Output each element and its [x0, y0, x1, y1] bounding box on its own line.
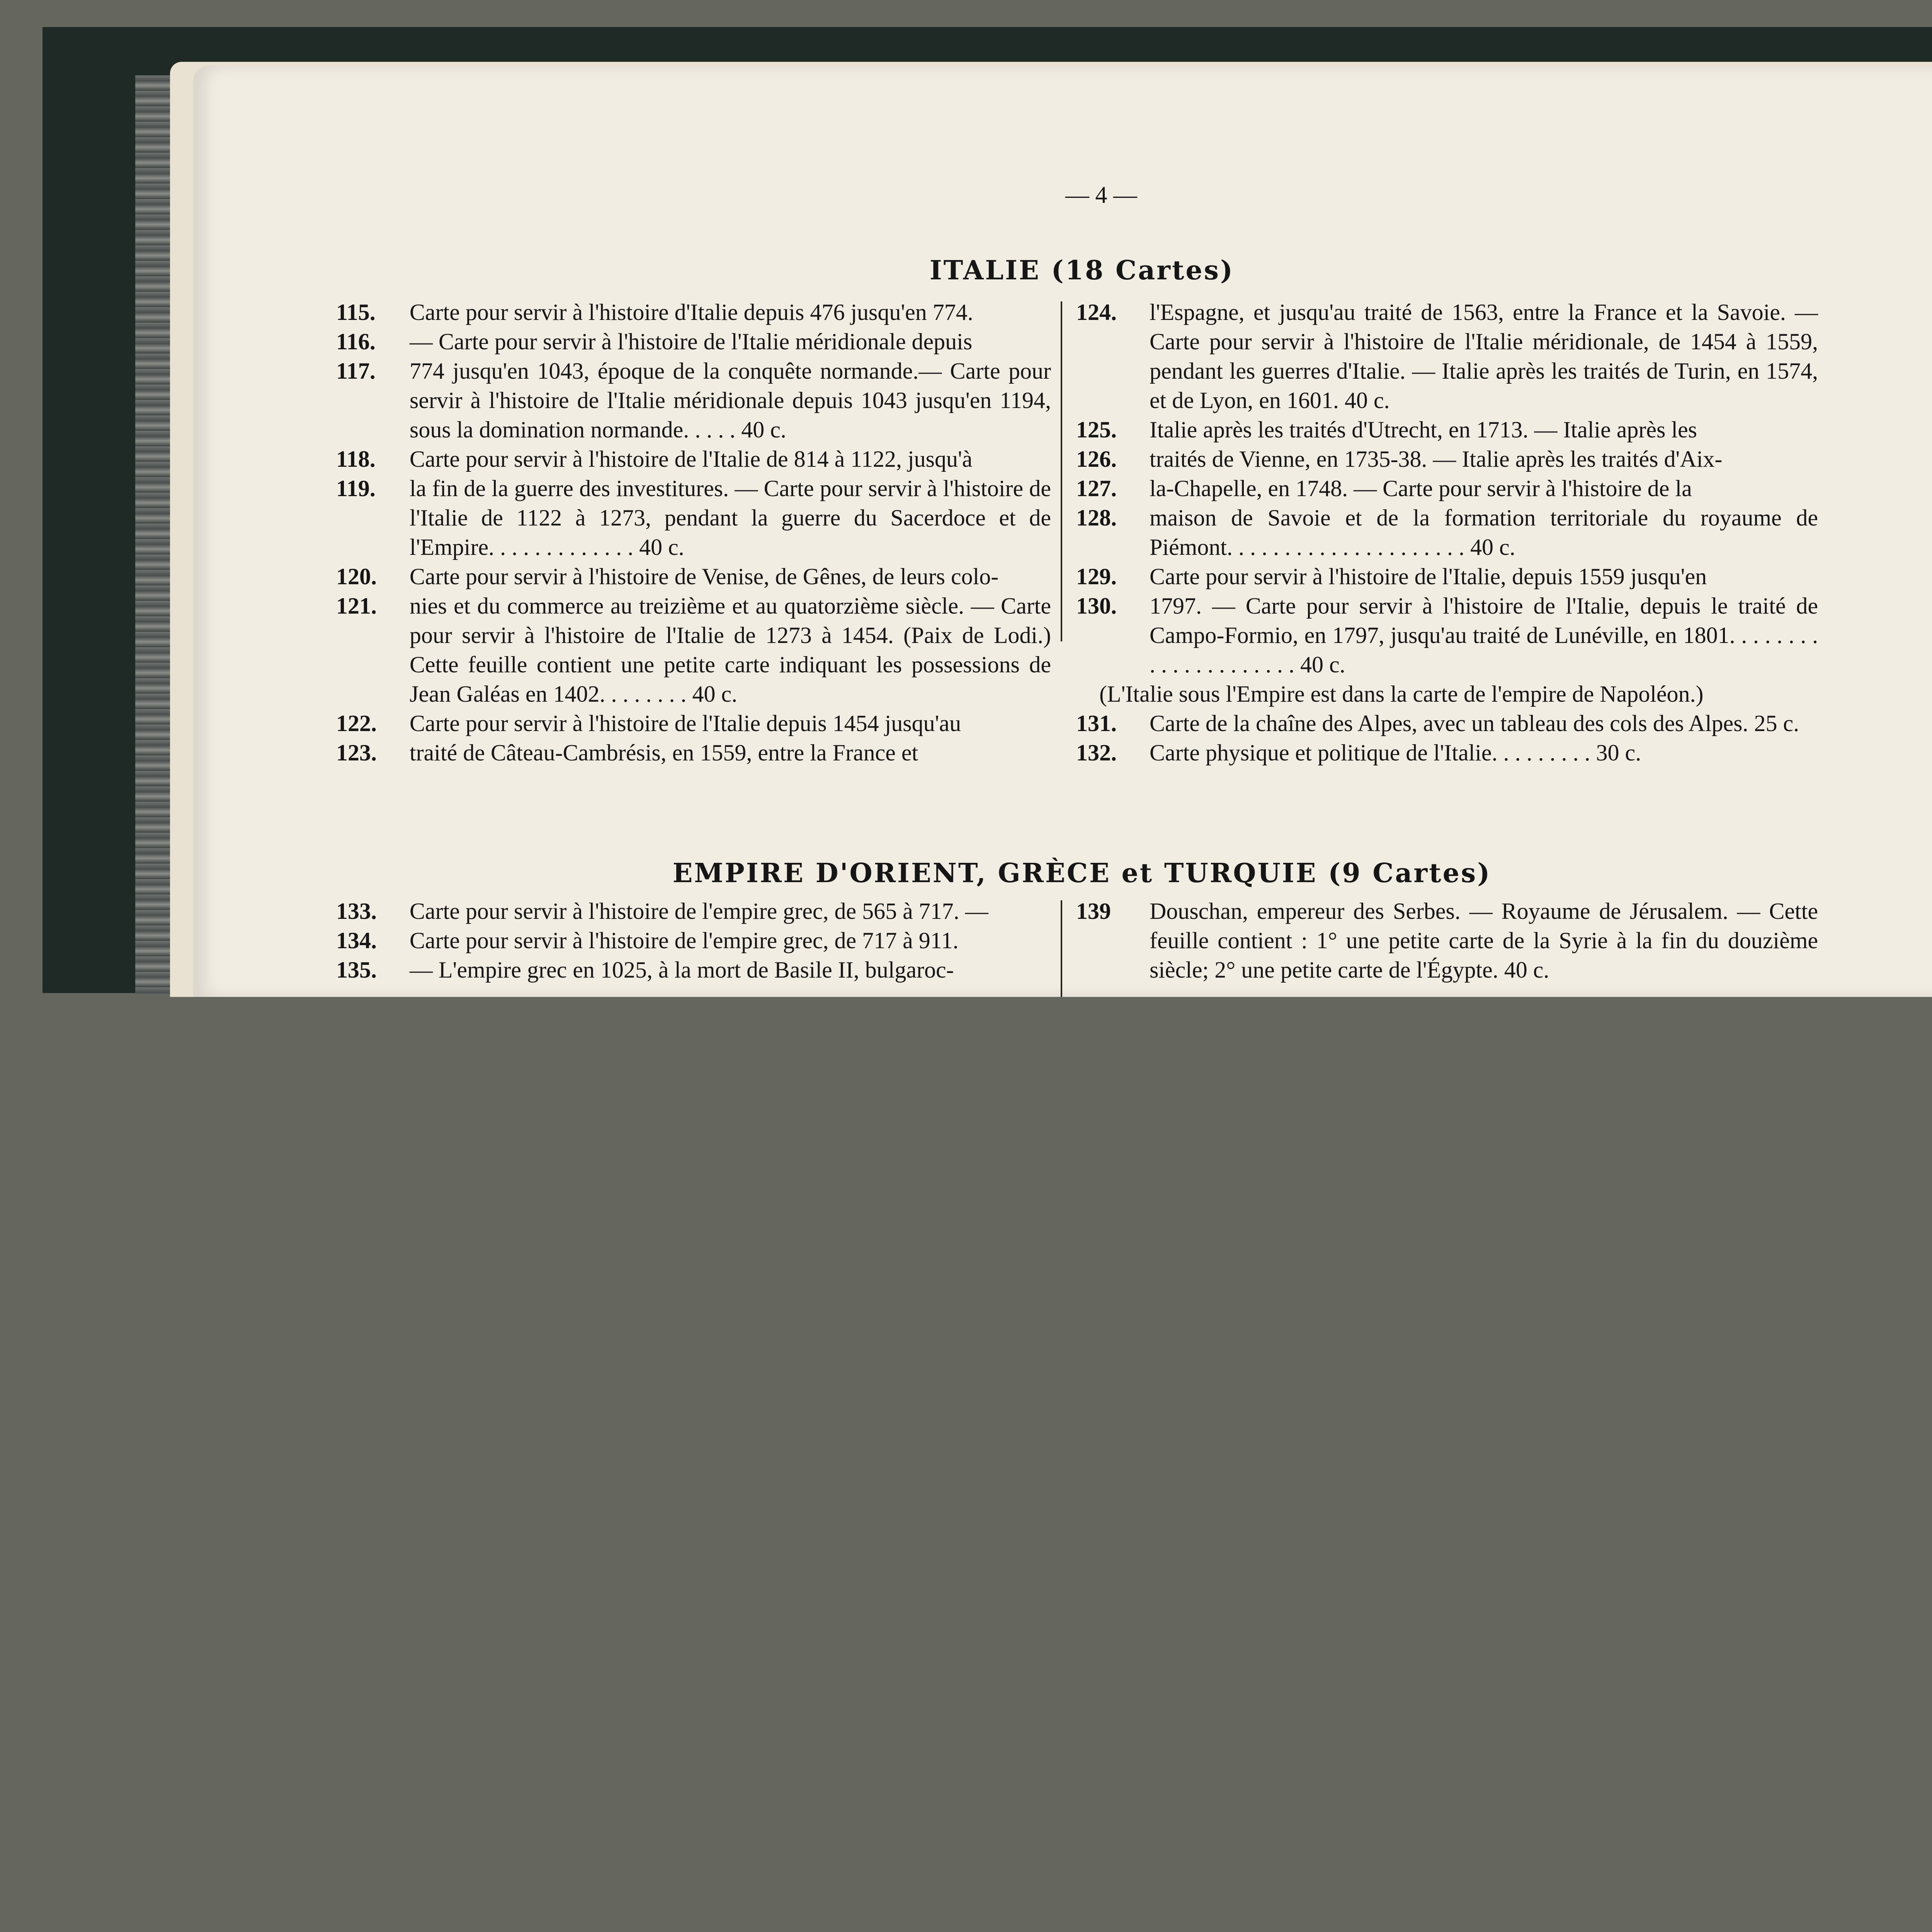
- entry: [336, 738, 1051, 767]
- entry: [336, 562, 1051, 591]
- column-divider: [1061, 900, 1062, 997]
- entry-text: l'Espagne, et jusqu'au traité de 1563, entre la France et la Savoie. — Carte pour servir à l'histoire de l'Italie méridionale, de 1454 à 1559, pendant les guerres d'Italie. — Italie après les traités de Turin, en 1574, et de Lyon, en 1601. 40 c.: [1150, 299, 1818, 413]
- section-title-italie: ITALIE (18 Cartes): [929, 255, 1235, 286]
- entry-number: 118.: [336, 446, 376, 472]
- entry-text: Carte physique et politique de l'Italie. . . . . . . . . 30 c.: [1150, 740, 1641, 765]
- entry-text: traités de Vienne, en 1735-38. — Italie après les traités d'Aix-: [1150, 446, 1723, 472]
- entry-number: 115.: [336, 299, 376, 325]
- entry-number: 127.: [1076, 476, 1117, 501]
- entry-text: traité de Câteau-Cambrésis, en 1559, entre la France et: [410, 740, 918, 765]
- entry-text: Carte pour servir à l'histoire de Venise, de Gênes, de leurs colo-: [410, 564, 999, 589]
- entry-text: Carte pour servir à l'histoire de l'empire grec, de 565 à 717. —: [410, 898, 988, 924]
- entry-text: 774 jusqu'en 1043, époque de la conquête normande.— Carte pour servir à l'histoire de l'Italie méridionale depuis 1043 jusqu'en 1194, sous la domination normande. . . . . 40 c.: [410, 358, 1051, 442]
- entry-number: 139: [1076, 898, 1111, 924]
- entry: [336, 298, 1051, 327]
- entry: [336, 709, 1051, 738]
- entry-number: 116.: [336, 329, 376, 354]
- entry-text: 1797. — Carte pour servir à l'histoire de l'Italie, depuis le traité de Campo-Formio, en 1797, jusqu'au traité de Lunéville, en 1801. . . . . . . . . . . . . . . . . . . . . 40 c.: [1150, 593, 1818, 677]
- entry-note: [1076, 679, 1818, 709]
- entry: [336, 327, 1051, 356]
- entry-number: 132.: [1076, 740, 1117, 765]
- entry-number: 124.: [1076, 299, 1117, 325]
- entry: [1076, 896, 1818, 985]
- entry: [336, 356, 1051, 444]
- entry: [336, 444, 1051, 474]
- entry-number: 120.: [336, 564, 377, 589]
- entry-text: Carte pour servir à l'histoire de l'empire grec, de 717 à 911.: [410, 928, 959, 953]
- entry-text: nies et du commerce au treizième et au quatorzième siècle. — Carte pour servir à l'histoire de l'Italie de 1273 à 1454. (Paix de Lodi.) Cette feuille contient une petite carte indiquant les possessions de Jean Galéas en 1402. . . . . . . . 40 c.: [410, 593, 1051, 707]
- empire-right-column: [1076, 896, 1818, 985]
- entry-number: 135.: [336, 957, 377, 983]
- entry: [1076, 503, 1818, 562]
- entry-text: la-Chapelle, en 1748. — Carte pour servir à l'histoire de la: [1150, 476, 1692, 501]
- column-divider: [1061, 301, 1062, 641]
- entry-text: la fin de la guerre des investitures. — Carte pour servir à l'histoire de l'Italie de 1122 à 1273, pendant la guerre du Sacerdoce et de l'Empire. . . . . . . . . . . . . 40 c.: [410, 476, 1051, 560]
- entry: [1076, 415, 1818, 444]
- book-page: [193, 66, 1932, 997]
- entry-number: 126.: [1076, 446, 1117, 472]
- entry-number: 131.: [1076, 711, 1117, 736]
- entry: [336, 474, 1051, 562]
- entry-text: Douschan, empereur des Serbes. — Royaume de Jérusalem. — Cette feuille contient : 1° une petite carte de la Syrie à la fin du douzième siècle; 2° une petite carte de l'Égypte. 40 c.: [1150, 898, 1818, 983]
- entry: [1076, 738, 1818, 767]
- entry-number: 121.: [336, 593, 377, 619]
- entry-number: 122.: [336, 711, 377, 736]
- entry: [1076, 562, 1818, 591]
- entry-text: Carte pour servir à l'histoire d'Italie depuis 476 jusqu'en 774.: [410, 299, 973, 325]
- entry: [1076, 444, 1818, 474]
- entry-text: — Carte pour servir à l'histoire de l'Italie méridionale depuis: [410, 329, 973, 354]
- entry-number: 123.: [336, 740, 377, 765]
- entry-number: 125.: [1076, 417, 1117, 442]
- entry-number: 130.: [1076, 593, 1117, 619]
- entry-number: 119.: [336, 476, 376, 501]
- entry-text: maison de Savoie et de la formation territoriale du royaume de Piémont. . . . . . . . . . . . . . . . . . . . . 40 c.: [1150, 505, 1818, 560]
- entry-number: 117.: [336, 358, 376, 384]
- entry: [336, 896, 1051, 926]
- entry: [336, 926, 1051, 955]
- page-number: — 4 —: [1065, 182, 1137, 208]
- italie-right-column: [1076, 298, 1818, 767]
- entry-number: 134.: [336, 928, 377, 953]
- italie-left-column: [336, 298, 1051, 767]
- entry-text: Carte pour servir à l'histoire de l'Italie, depuis 1559 jusqu'en: [1150, 564, 1707, 589]
- entry-number: 128.: [1076, 505, 1117, 531]
- entry-number: 129.: [1076, 564, 1117, 589]
- entry: [1076, 709, 1818, 738]
- entry: [1076, 298, 1818, 415]
- entry-number: 133.: [336, 898, 377, 924]
- entry: [336, 955, 1051, 985]
- entry-text: Italie après les traités d'Utrecht, en 1713. — Italie après les: [1150, 417, 1697, 442]
- entry-text: — L'empire grec en 1025, à la mort de Basile II, bulgaroc-: [410, 957, 954, 983]
- section-title-empire-orient: EMPIRE D'ORIENT, GRÈCE et TURQUIE (9 Cartes): [672, 858, 1492, 889]
- entry-text: Carte de la chaîne des Alpes, avec un tableau des cols des Alpes. 25 c.: [1150, 711, 1799, 736]
- entry-text: Carte pour servir à l'histoire de l'Italie depuis 1454 jusqu'au: [410, 711, 961, 736]
- empire-left-column: [336, 896, 1051, 985]
- entry: [1076, 474, 1818, 503]
- entry: [1076, 591, 1818, 679]
- entry: [336, 591, 1051, 709]
- entry-text: (L'Italie sous l'Empire est dans la carte de l'empire de Napoléon.): [1099, 681, 1704, 707]
- entry-text: Carte pour servir à l'histoire de l'Italie de 814 à 1122, jusqu'à: [410, 446, 973, 472]
